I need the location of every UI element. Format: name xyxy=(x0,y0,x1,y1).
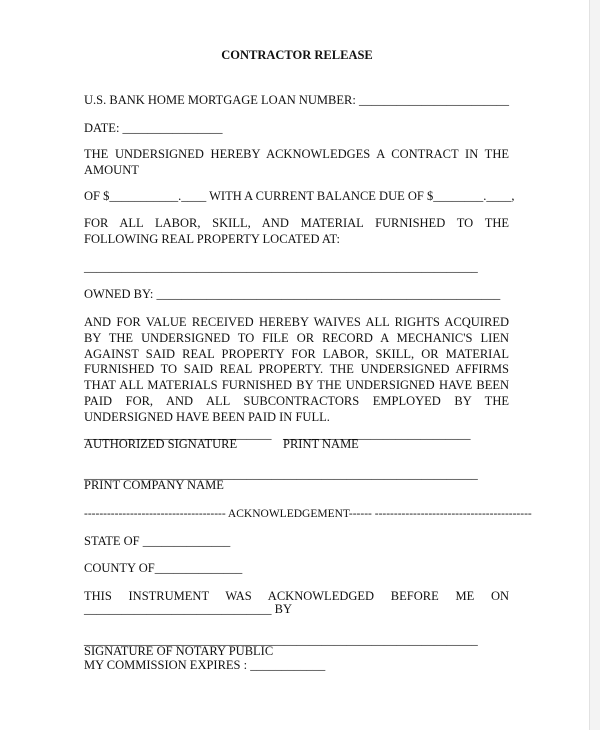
instrument-line: THIS INSTRUMENT WAS ACKNOWLEDGED BEFORE ME ON xyxy=(84,589,509,603)
commission-expires-line: MY COMMISSION EXPIRES : ____________ xyxy=(84,658,326,672)
county-of-line: COUNTY OF______________ xyxy=(84,561,243,575)
print-name-label: PRINT NAME xyxy=(283,437,359,451)
state-of-line: STATE OF ______________ xyxy=(84,534,231,548)
print-company-name-label: PRINT COMPANY NAME xyxy=(84,478,224,492)
acknowledgement-divider: ------------------------------------- ACKNOWLEDGEMENT------ ----------------------------------------- xyxy=(84,508,532,520)
contract-intro xyxy=(84,147,509,179)
authorized-signature-blank: ______________________________ xyxy=(84,427,272,441)
page-edge xyxy=(589,0,600,730)
authorized-signature-label: AUTHORIZED SIGNATURE xyxy=(84,437,238,451)
print-name-blank: ______________________________ xyxy=(283,427,471,441)
owned-by-line: OWNED BY: _______________________________________________________ xyxy=(84,287,501,301)
amount-line: OF $___________.____ WITH A CURRENT BALANCE DUE OF $________.____, xyxy=(84,189,515,203)
by-line: ______________________________ BY xyxy=(84,602,292,616)
notary-signature-label: SIGNATURE OF NOTARY PUBLIC xyxy=(84,644,274,658)
property-paragraph xyxy=(84,216,509,248)
property-address-blank: _______________________________________________________________ xyxy=(84,260,478,274)
loan-number-line: U.S. BANK HOME MORTGAGE LOAN NUMBER: ________________________ xyxy=(84,93,509,107)
date-line: DATE: ________________ xyxy=(84,121,223,135)
company-name-blank: _______________________________________________________________ xyxy=(84,467,478,481)
waiver-paragraph xyxy=(84,315,509,426)
notary-signature-blank: _______________________________________________________________ xyxy=(84,633,478,647)
waiver-text: AND FOR VALUE RECEIVED HEREBY WAIVES ALL RIGHTS ACQUIRED BY THE UNDERSIGNED TO FILE OR RECORD A MECHANIC'S LIEN AGAINST SAID REAL PROPERTY FOR LABOR, SKILL, OR MATERIAL FURNISHED TO SAID REAL PROPERTY. THE UNDERSIGNED AFFIRMS THAT ALL MATERIALS FURNISHED BY THE UNDERSIGNED HAVE BEEN PAID FOR, AND ALL SUBCONTRACTORS EMPLOYED BY THE UNDERSIGNED HAVE BEEN PAID IN FULL. xyxy=(84,315,509,424)
document-title: CONTRACTOR RELEASE xyxy=(221,48,373,62)
contract-intro-text: THE UNDERSIGNED HEREBY ACKNOWLEDGES A CONTRACT IN THE AMOUNT xyxy=(84,147,509,177)
property-text: FOR ALL LABOR, SKILL, AND MATERIAL FURNISHED TO THE FOLLOWING REAL PROPERTY LOCATED AT: xyxy=(84,216,509,246)
